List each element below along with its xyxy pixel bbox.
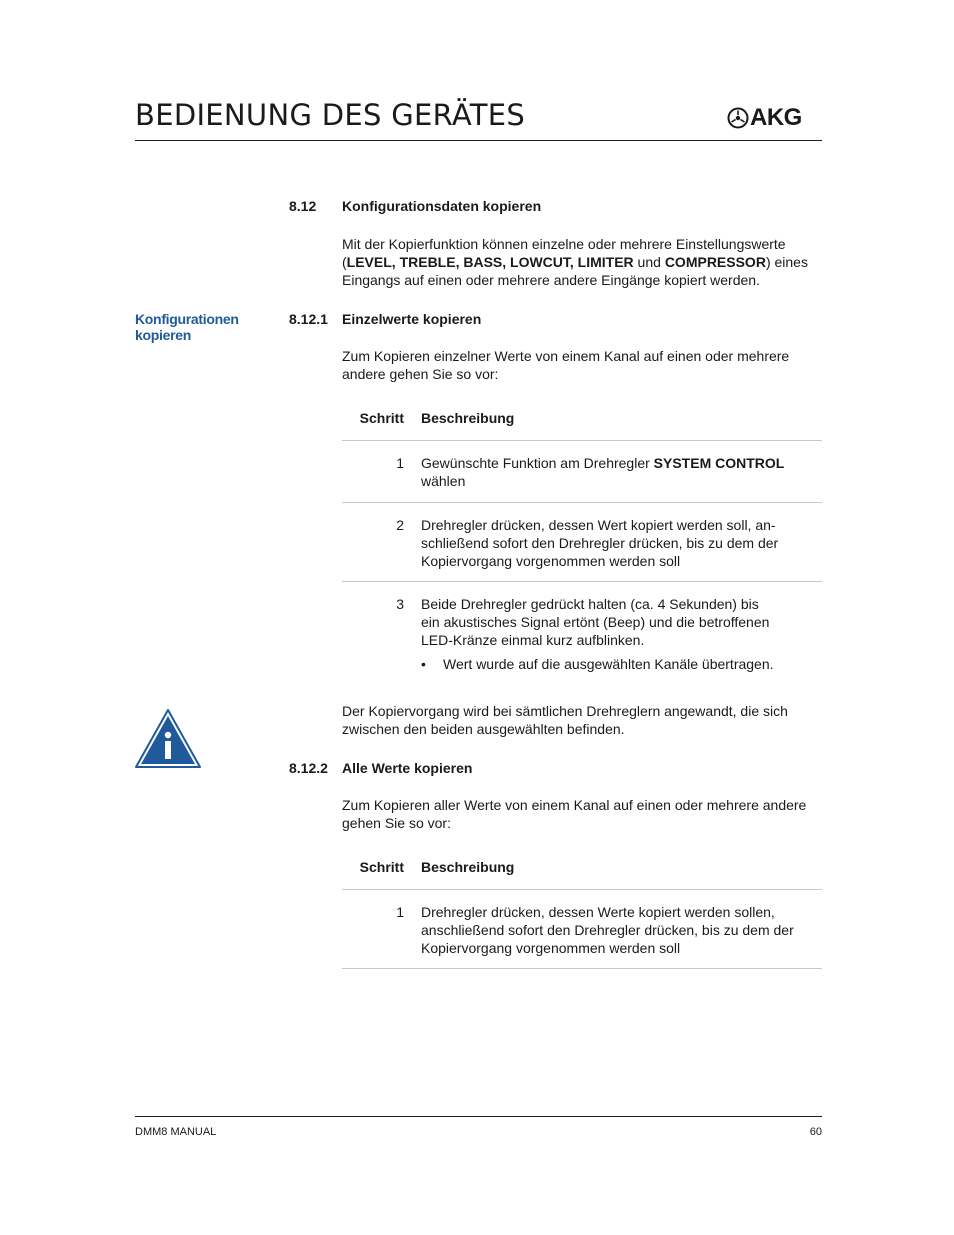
intro-line: gehen Sie so vor: — [342, 815, 451, 831]
note-line: zwischen den beiden ausgewählten befinden. — [342, 721, 625, 737]
table-row-step: 1 — [396, 904, 404, 920]
side-note — [135, 311, 265, 343]
table-row-step: 2 — [396, 517, 404, 533]
section-heading: Einzelwerte kopieren — [342, 311, 482, 327]
table-row-step: 3 — [396, 596, 404, 612]
section-number: 8.12.1 — [289, 311, 328, 327]
note-line: Der Kopiervorgang wird bei sämtlichen Drehreglern angewandt, die sich — [342, 703, 788, 719]
info-triangle-icon — [134, 708, 202, 770]
section-intro — [342, 796, 822, 832]
footer-rule — [135, 1116, 822, 1117]
intro-line: (LEVEL, TREBLE, BASS, LOWCUT, LIMITER und COMPRESSOR) eines — [342, 254, 808, 270]
akg-logo-icon — [727, 107, 749, 129]
side-note-line: Konfigurationen — [135, 311, 239, 327]
side-note-line: kopieren — [135, 327, 191, 343]
bullet-marker: • — [421, 656, 426, 672]
table-divider — [342, 968, 822, 969]
section-intro — [342, 235, 822, 289]
table-divider — [342, 889, 822, 890]
page-title: BEDIENUNG DES GERÄTES — [135, 98, 526, 132]
akg-logo — [727, 104, 823, 131]
table-row-step: 1 — [396, 455, 404, 471]
intro-line: Eingangs auf einen oder mehrere andere Eingänge kopiert werden. — [342, 272, 760, 288]
section-intro — [342, 347, 822, 383]
section-number: 8.12 — [289, 198, 317, 214]
note-text — [342, 702, 822, 738]
bullet-item: Wert wurde auf die ausgewählten Kanäle übertragen. — [443, 656, 774, 672]
table-header-description: Beschreibung — [421, 859, 515, 875]
table-divider — [342, 581, 822, 582]
table-row-description: Drehregler drücken, dessen Werte kopiert werden sollen, anschließend sofort den Drehregler drücken, bis zu dem der Kopiervorgang vorgenommen werden soll — [421, 904, 794, 956]
table-header-description: Beschreibung — [421, 410, 515, 426]
table-header-step: Schritt — [359, 859, 404, 875]
section-number: 8.12.2 — [289, 760, 328, 776]
table-divider — [342, 440, 822, 441]
footer-manual: DMM8 MANUAL — [135, 1126, 217, 1138]
table-row-description: Gewünschte Funktion am Drehregler SYSTEM CONTROL wählen — [421, 455, 785, 489]
intro-line: Zum Kopieren einzelner Werte von einem Kanal auf einen oder mehrere — [342, 348, 790, 364]
section-heading: Konfigurationsdaten kopieren — [342, 198, 542, 214]
intro-line: Zum Kopieren aller Werte von einem Kanal auf einen oder mehrere andere — [342, 797, 807, 813]
table-header-step: Schritt — [359, 410, 404, 426]
intro-line: andere gehen Sie so vor: — [342, 366, 499, 382]
footer-page-number: 60 — [809, 1126, 822, 1138]
intro-line: Mit der Kopierfunktion können einzelne oder mehrere Einstellungswerte — [342, 236, 786, 252]
table-row-description: Drehregler drücken, dessen Wert kopiert werden soll, an- schließend sofort den Drehregler drücken, bis zu dem der Kopiervorgang vorgenommen werden soll — [421, 517, 779, 569]
header-rule — [135, 140, 822, 141]
logo-text: AKG — [750, 104, 802, 131]
table-row-description: Beide Drehregler gedrückt halten (ca. 4 Sekunden) bis ein akustisches Signal ertönt (Beep) und die betroffenen LED-Kränze einmal kurz aufblinken. — [421, 596, 770, 648]
table-divider — [342, 502, 822, 503]
section-heading: Alle Werte kopieren — [342, 760, 473, 776]
